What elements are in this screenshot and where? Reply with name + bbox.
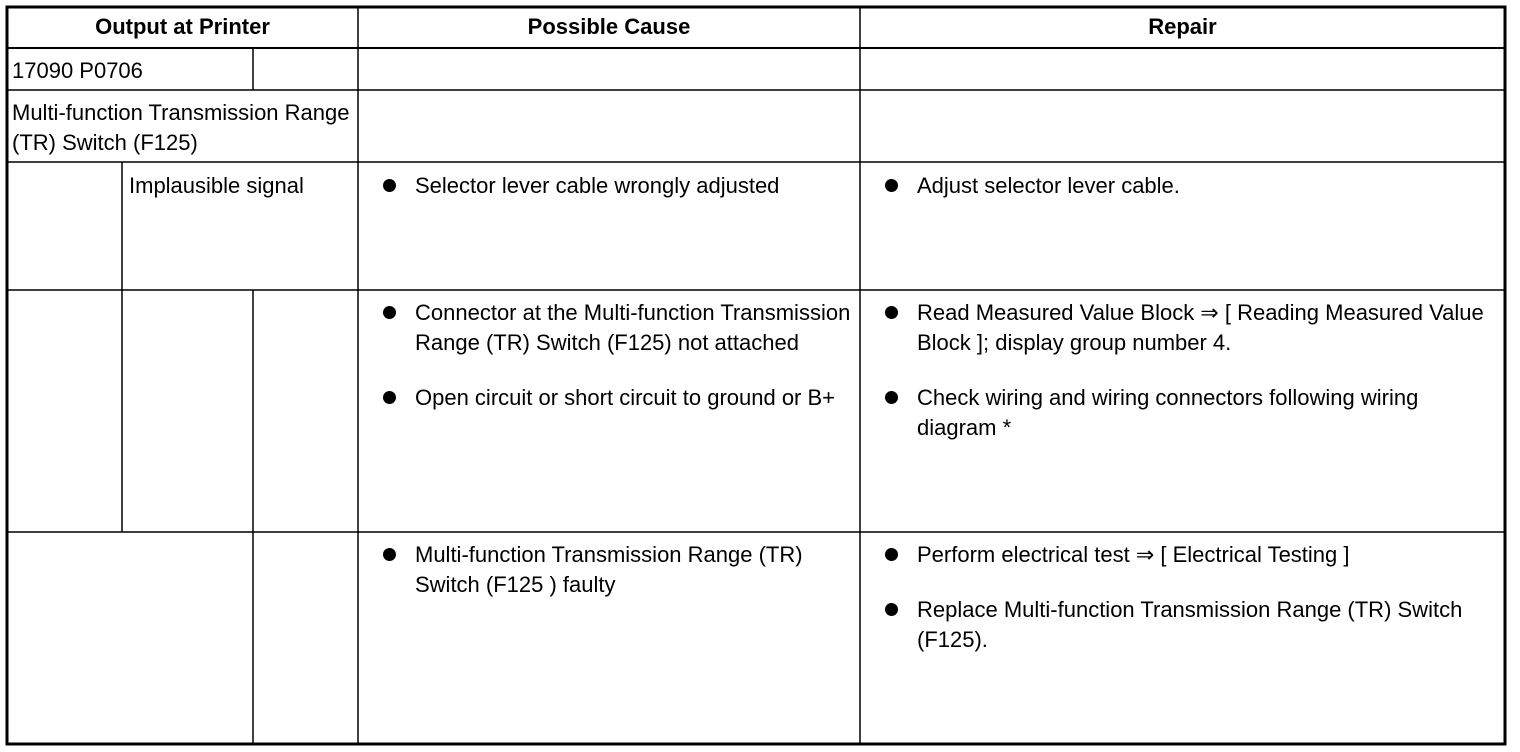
row-1-repairs bbox=[862, 171, 1503, 226]
bullet-icon bbox=[383, 179, 396, 192]
list-item: Read Measured Value Block ⇒ [ Reading Measured Value Block ]; display group number 4. bbox=[862, 298, 1503, 358]
list-item: Replace Multi-function Transmission Range (TR) Switch (F125). bbox=[862, 595, 1503, 655]
bullet-icon bbox=[885, 391, 898, 404]
row-2-repairs bbox=[862, 298, 1503, 468]
list-item: Adjust selector lever cable. bbox=[862, 171, 1503, 201]
list-item: Open circuit or short circuit to ground or B+ bbox=[360, 383, 858, 413]
list-item: Perform electrical test ⇒ [ Electrical Testing ] bbox=[862, 540, 1503, 570]
bullet-icon bbox=[885, 306, 898, 319]
row-1-causes bbox=[360, 171, 858, 226]
fault-symptom: Implausible signal bbox=[129, 173, 304, 198]
list-item: Connector at the Multi-function Transmission Range (TR) Switch (F125) not attached bbox=[360, 298, 858, 358]
header-possible-cause: Possible Cause bbox=[527, 14, 691, 39]
fault-component: Multi-function Transmission Range (TR) Switch (F125) bbox=[12, 100, 350, 155]
header-repair: Repair bbox=[1148, 14, 1217, 39]
list-item: Selector lever cable wrongly adjusted bbox=[360, 171, 858, 201]
bullet-icon bbox=[383, 391, 396, 404]
list-item: Check wiring and wiring connectors following wiring diagram * bbox=[862, 383, 1503, 443]
row-3-causes bbox=[360, 540, 858, 625]
bullet-icon bbox=[885, 179, 898, 192]
list-item: Multi-function Transmission Range (TR) Switch (F125 ) faulty bbox=[360, 540, 858, 600]
fault-code: 17090 P0706 bbox=[12, 58, 143, 83]
row-2-causes bbox=[360, 298, 858, 438]
bullet-icon bbox=[885, 548, 898, 561]
bullet-icon bbox=[885, 603, 898, 616]
row-3-repairs bbox=[862, 540, 1503, 680]
bullet-icon bbox=[383, 306, 396, 319]
bullet-icon bbox=[383, 548, 396, 561]
header-output-at-printer: Output at Printer bbox=[95, 14, 270, 39]
